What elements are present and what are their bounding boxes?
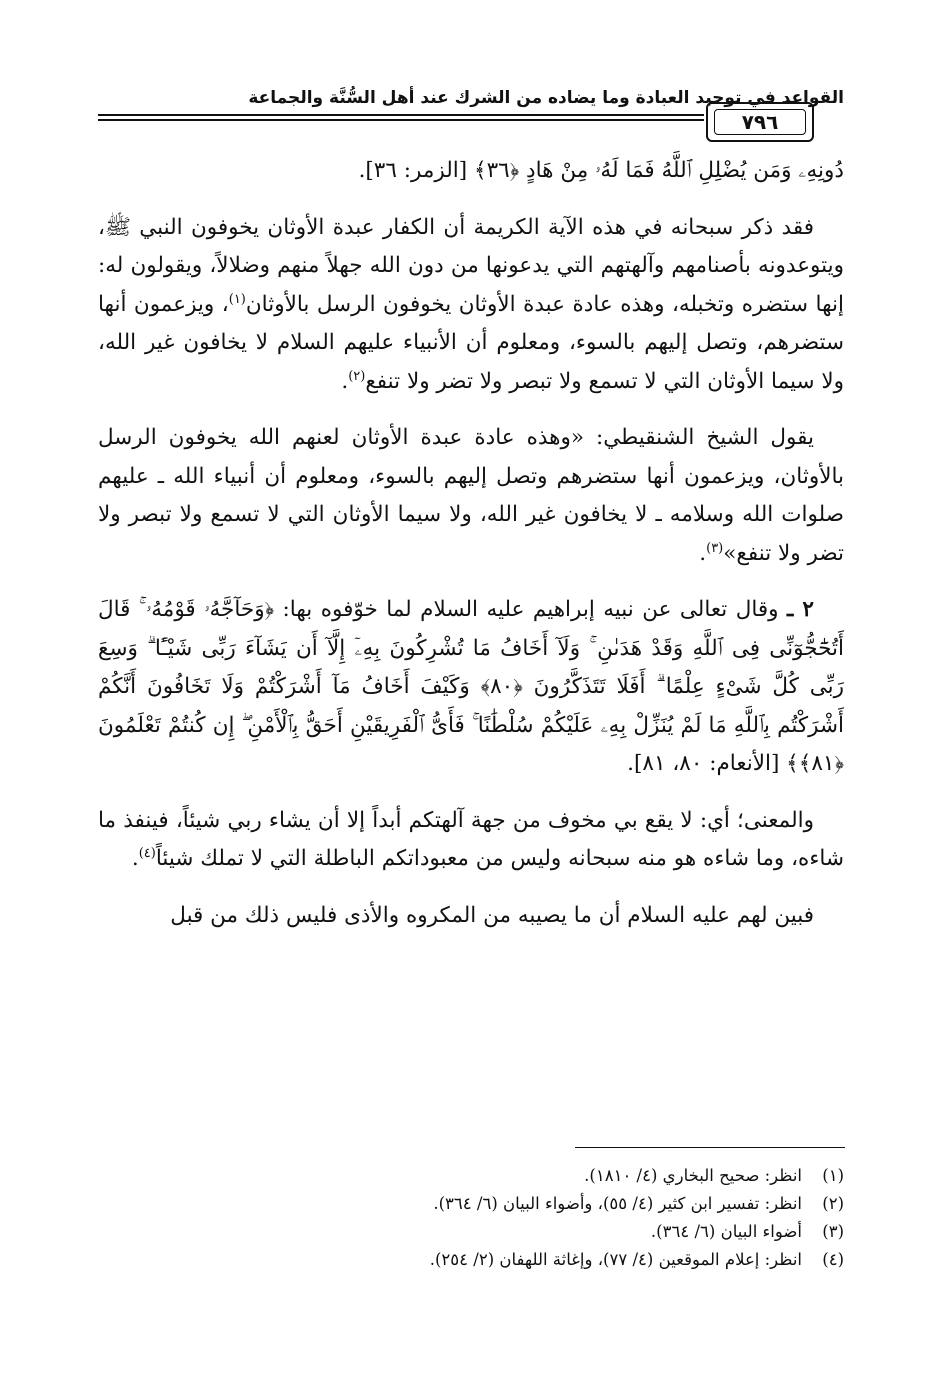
footnotes (98, 1162, 844, 1274)
footnote (98, 1190, 844, 1218)
footnote (98, 1162, 844, 1190)
paragraph (98, 152, 844, 191)
running-title: القواعد في توحيد العبادة وما يضاده من الشرك عند أهل السُّنَّة والجماعة (248, 88, 844, 108)
paragraph-text: فبين لهم عليه السلام أن ما يصيبه من المكروه والأذى فليس ذلك من قبل (170, 902, 814, 928)
paragraph (98, 897, 844, 936)
header-rule (98, 114, 120, 116)
paragraph-text: ، ويزعمون أنها ستضرهم، وتصل إليهم بالسوء، ومعلوم أن الأنبياء عليهم السلام لا يخافون غير الله، ولا سيما الأوثان التي لا تسمع ولا تبصر ولا تضر ولا تنفع (98, 291, 844, 394)
footnote-text: انظر: تفسير ابن كثير (٤/ ٥٥)، وأضواء البيان (٦/ ٣٦٤). (433, 1194, 802, 1213)
page-number: ٧٩٦ (714, 109, 806, 135)
footnote-text: انظر: إعلام الموقعين (٤/ ٧٧)، وإغاثة اللهفان (٢/ ٢٥٤). (429, 1250, 802, 1269)
punctuation: . (341, 368, 349, 394)
header-rule (98, 119, 704, 121)
header-rule (98, 119, 120, 121)
page-header (98, 82, 844, 152)
paragraph-text: والمعنى؛ أي: لا يقع بي مخوف من جهة آلهتكم أبداً إلا أن يشاء ربي شيئاً، فينفذ ما شاءه، وما شاءه هو منه سبحانه وليس من معبوداتكم الباطلة التي لا تملك شيئاً (98, 807, 844, 871)
paragraph-text: فقد ذكر سبحانه في هذه الآية الكريمة أن الكفار عبدة الأوثان يخوفون النبي ﷺ، ويتوعدونه بأصنامهم وآلهتهم التي يدعونها من دون الله جهلاً منهم وضلالاً، ويقولون له: إنها ستضره وتخبله، وهذه عادة عبدة الأوثان يخوفون الرسل بالأوثان (98, 214, 844, 317)
quran-verse: وقال تعالى عن نبيه إبراهيم عليه السلام لما خوّفوه بها: ﴿وَحَآجَّهُۥ قَوْمُهُۥ ۚ قَالَ أَتُحَٰٓجُّوٓنِّى فِى ٱللَّهِ وَقَدْ هَدَىٰنِ ۚ وَلَآ أَخَافُ مَا تُشْرِكُونَ بِهِۦٓ إِلَّآ أَن يَشَآءَ رَبِّى شَيْـًٔا ۗ وَسِعَ رَبِّى كُلَّ شَىْءٍ عِلْمًا ۗ أَفَلَا تَتَذَكَّرُونَ ﴿٨٠﴾ وَكَيْفَ أَخَافُ مَآ أَشْرَكْتُمْ وَلَا تَخَافُونَ أَنَّكُمْ أَشْرَكْتُم بِٱللَّهِ مَا لَمْ يُنَزِّلْ بِهِۦ عَلَيْكُمْ سُلْطَٰنًا ۚ فَأَىُّ ٱلْفَرِيقَيْنِ أَحَقُّ بِٱلْأَمْنِ ۖ إِن كُنتُمْ تَعْلَمُونَ ﴿٨١﴾﴾ [الأنعام: ٨٠، ٨١]. (98, 597, 844, 776)
paragraph (98, 591, 844, 784)
footnote (98, 1218, 844, 1246)
quran-continuation: دُونِهِۦ وَمَن يُضْلِلِ ٱللَّهُ فَمَا لَهُۥ مِنْ هَادٍ ﴿٣٦﴾ [الزمر: ٣٦]. (358, 158, 844, 183)
punctuation: . (131, 846, 139, 871)
footnote-text: انظر: صحيح البخاري (٤/ ١٨١٠). (584, 1166, 802, 1185)
footnote (98, 1246, 844, 1274)
footnote-ref[interactable]: (١) (228, 291, 246, 307)
header-rule (98, 114, 704, 116)
footnote-separator (575, 1147, 845, 1148)
page-number-box (706, 102, 814, 142)
paragraph (98, 209, 844, 402)
footnote-number: (١) (822, 1166, 844, 1185)
paragraph (98, 419, 844, 573)
footnote-number: (٤) (822, 1250, 844, 1269)
footnote-ref[interactable]: (٣) (706, 540, 724, 556)
item-number: ٢ ـ (787, 597, 814, 622)
footnote-number: (٣) (822, 1222, 844, 1241)
footnote-text: أضواء البيان (٦/ ٣٦٤). (650, 1222, 802, 1241)
main-text (98, 152, 844, 953)
footnote-ref[interactable]: (٢) (348, 368, 366, 384)
quotation-text: يقول الشيخ الشنقيطي: «وهذه عادة عبدة الأوثان لعنهم الله يخوفون الرسل بالأوثان، ويزعمون أنها ستضرهم وتصل إليهم بالسوء، ومعلوم أن أنبياء الله ـ عليهم صلوات الله وسلامه ـ لا يخافون غير الله، ولا سيما الأوثان التي لا تسمع ولا تبصر ولا تضر ولا تنفع» (98, 425, 844, 566)
paragraph (98, 802, 844, 879)
footnote-ref[interactable]: (٤) (138, 845, 156, 861)
footnote-number: (٢) (822, 1194, 844, 1213)
punctuation: . (699, 540, 707, 566)
